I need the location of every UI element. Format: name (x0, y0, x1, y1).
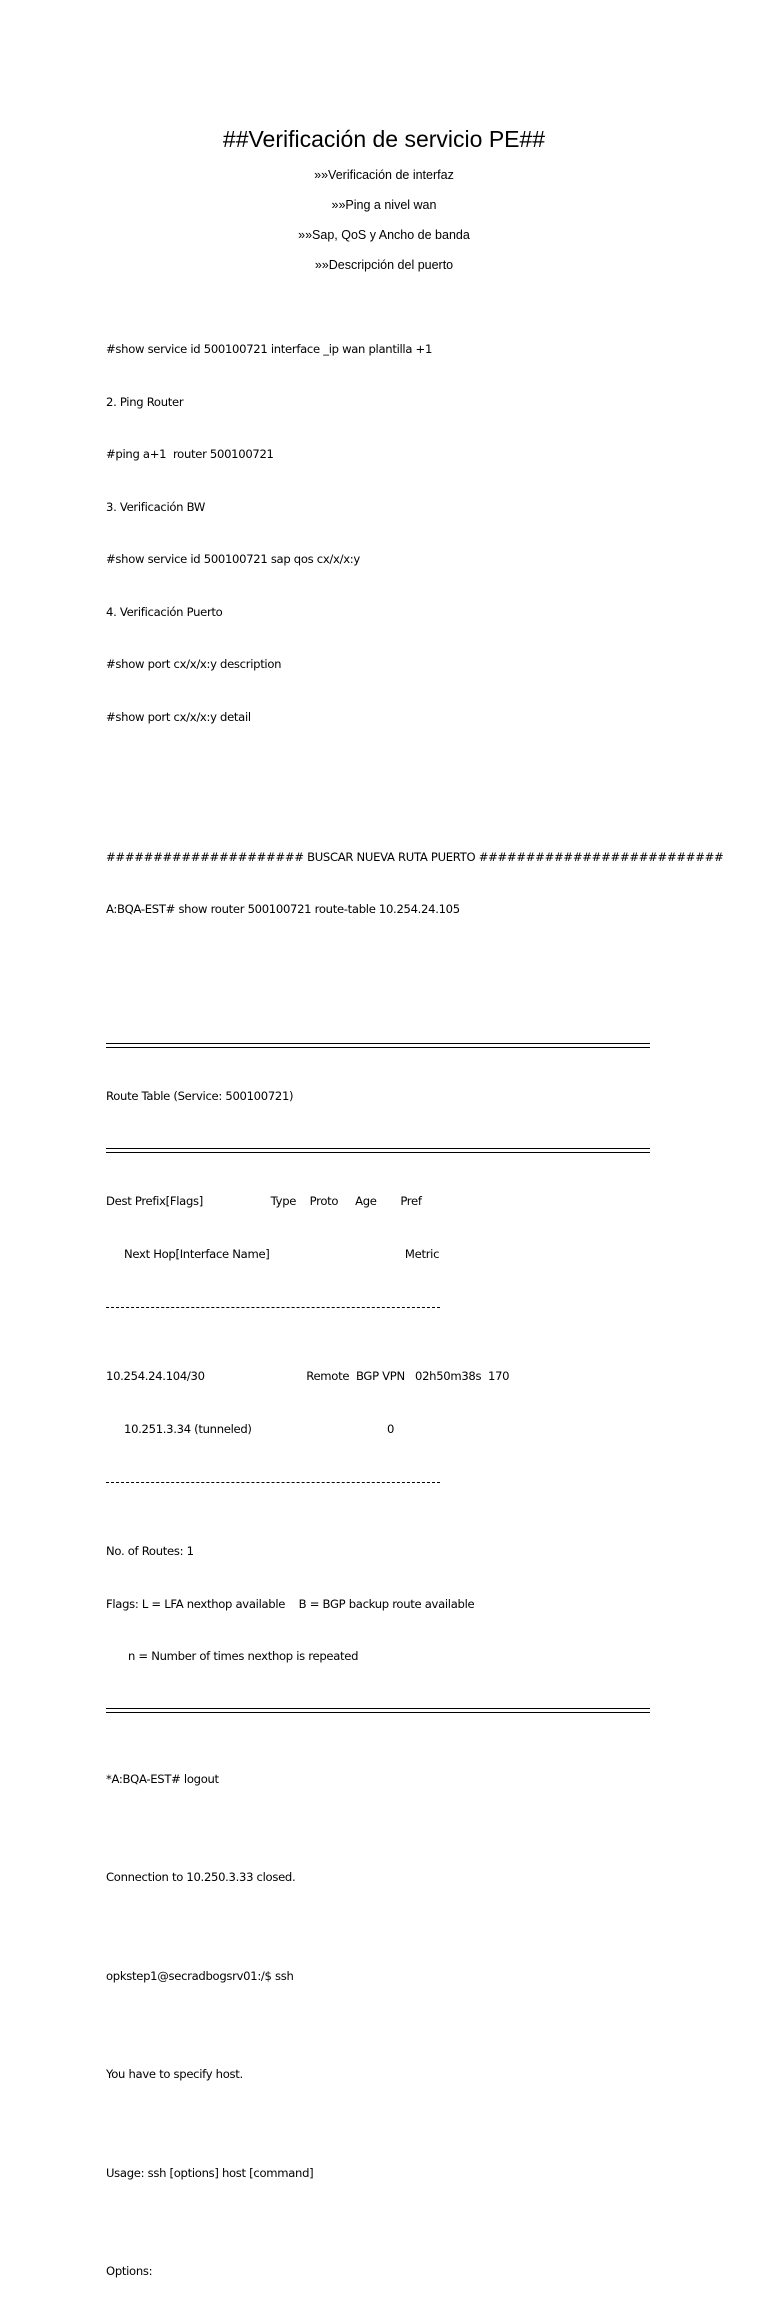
document-title: ##Verificación de servicio PE## (222, 126, 546, 152)
session-line: Usage: ssh [options] host [command] (106, 2165, 314, 2180)
double-rule (106, 1701, 666, 1719)
command-line: #show service id 500100721 interface _ip wan plantilla +1 (106, 342, 433, 356)
session-line: Connection to 10.250.3.33 closed. (106, 1870, 296, 1884)
step-heading: 2. Ping Router (106, 394, 184, 409)
subtitle-item: »»Verificación de interfaz (314, 168, 454, 182)
command-line: #show port cx/x/x:y description (106, 657, 282, 671)
session-line: opkstep1@secradbogsrv01:/$ ssh (106, 1968, 294, 1983)
subtitle-item: »»Sap, QoS y Ancho de banda (298, 228, 470, 242)
spacer (106, 1823, 666, 1834)
spacer (106, 2119, 666, 2130)
session-line: You have to specify host. (106, 2067, 243, 2081)
flags-legend: Flags: L = LFA nexthop available B = BGP backup route available (106, 1596, 475, 1611)
route-table-header-sub: Next Hop[Interface Name] Metric (124, 1246, 440, 1261)
spacer (106, 1922, 666, 1933)
route-command: A:BQA-EST# show router 500100721 route-table 10.254.24.105 (106, 902, 460, 916)
step-heading: 3. Verificación BW (106, 499, 206, 514)
command-line: #ping a+1 router 500100721 (106, 447, 274, 461)
spacer (106, 971, 666, 983)
dashed-rule (106, 1298, 666, 1316)
spacer (106, 779, 666, 797)
document-body (106, 306, 724, 2316)
command-line: #show service id 500100721 sap qos cx/x/x:y (106, 552, 360, 566)
route-table-title: Route Table (Service: 500100721) (106, 1089, 294, 1103)
double-rule (106, 1141, 666, 1159)
double-rule (106, 1036, 666, 1054)
routes-count: No. of Routes: 1 (106, 1544, 194, 1558)
subtitle-item: »»Descripción del puerto (314, 258, 454, 272)
flags-note: n = Number of times nexthop is repeated (128, 1649, 359, 1663)
step-heading: 4. Verificación Puerto (106, 604, 223, 619)
subtitle-item: »»Ping a nivel wan (331, 198, 437, 212)
search-banner: ##################### BUSCAR NUEVA RUTA PUERTO ########################## (106, 849, 724, 864)
subtitle-list (0, 166, 768, 286)
command-line: #show port cx/x/x:y detail (106, 709, 251, 724)
dashed-rule (106, 1473, 666, 1491)
spacer (106, 2020, 666, 2031)
route-table-header: Dest Prefix[Flags] Type Proto Age Pref (106, 1194, 422, 1208)
session-line: Options: (106, 2264, 153, 2278)
route-row: 10.254.24.104/30 Remote BGP VPN 02h50m38s 170 (106, 1369, 510, 1383)
route-row-nexthop: 10.251.3.34 (tunneled) 0 (124, 1421, 395, 1436)
spacer (106, 2217, 666, 2228)
session-line: *A:BQA-EST# logout (106, 1771, 219, 1786)
